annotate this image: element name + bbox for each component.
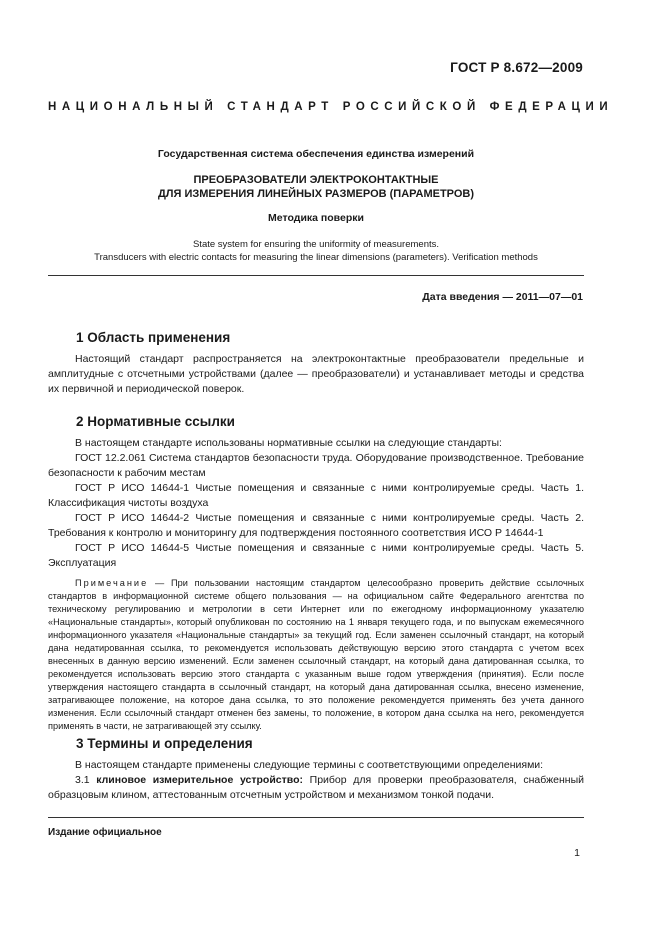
term-name: клиновое измерительное устройство:: [96, 774, 304, 786]
section-1-text: Настоящий стандарт распространяется на электроконтактные преобразователи предельные и амплитудные с отсчетными устройствами (далее — преобразователи) и устанавливает методы и средства их первичной и периодической поверок.: [48, 353, 584, 395]
date-of-introduction: Дата введения — 2011—07—01: [422, 291, 583, 303]
reference-item: ГОСТ 12.2.061 Система стандартов безопасности труда. Оборудование производственное. Требование безопасности к рабочим местам: [48, 452, 584, 479]
section-3-heading: 3 Термины и определения: [76, 736, 253, 751]
english-title-line-2: Transducers with electric contacts for measuring the linear dimensions (parameters). Verification methods: [94, 252, 538, 263]
section-2-intro: В настоящем стандарте использованы нормативные ссылки на следующие стандарты:: [75, 437, 502, 449]
note-text: — При пользовании настоящим стандартом целесообразно проверить действие ссылочных стандартов в информационной системе общего пользования — на официальном сайте Федерального агентства по техническому регулированию и метрологии в сети Интернет или по ежегодному информационному указателю «Национальные стандарты», который опубликован по состоянию на 1 января текущего года, и по выпускам ежемесячного информационного указателя «Национальные стандарты» за текущий год. Если заменен ссылочный стандарт, на который дана недатированная ссылка, то рекомендуется использовать действующую версию этого стандарта с учетом всех внесенных в данную версию изменений. Если заменен ссылочный стандарт, на который дана датированная ссылка, то рекомендуется использовать версию этого стандарта с указанным выше годом утверждения (принятия). Если после утверждения настоящего стандарта в ссылочный стандарт, на который дана датированная ссылка, внесено изменение, затрагивающее положение, на которое дана ссылка, то это положение рекомендуется применять без учета данного изменения. Если ссылочный стандарт отменен без замены, то положение, в котором дана ссылка на него, рекомендуется применять в части, не затрагивающей эту ссылку.: [48, 578, 584, 731]
official-edition-label: Издание официальное: [48, 827, 162, 838]
section-2-heading: 2 Нормативные ссылки: [76, 414, 235, 429]
document-code: ГОСТ Р 8.672—2009: [450, 60, 583, 75]
top-divider: [48, 275, 584, 276]
document-subtitle: Методика поверки: [268, 212, 364, 224]
english-title-line-1: State system for ensuring the uniformity of measurements.: [192, 239, 440, 250]
term-definition-text: Прибор для проверки преобразователя, снабженный образцовым клином, аттестованным отсчетным устройством и механизмом тонкой подачи.: [48, 774, 585, 801]
national-standard-heading: НАЦИОНАЛЬНЫЙ СТАНДАРТ РОССИЙСКОЙ ФЕДЕРАЦИИ: [48, 101, 614, 113]
section-3-intro: В настоящем стандарте применены следующие термины с соответствующими определениями:: [75, 759, 544, 771]
reference-item: ГОСТ Р ИСО 14644-2 Чистые помещения и связанные с ними контролируемые среды. Часть 2. Требования к контролю и мониторингу для подтверждения постоянного соответствия ИСО Р 14644-1: [48, 512, 584, 539]
document-title-line-2: ДЛЯ ИЗМЕРЕНИЯ ЛИНЕЙНЫХ РАЗМЕРОВ (ПАРАМЕТРОВ): [157, 188, 475, 200]
note-paragraph: [48, 577, 584, 733]
system-title: Государственная система обеспечения единства измерений: [157, 148, 475, 160]
term-number: 3.1: [75, 774, 97, 786]
bottom-divider: [48, 817, 584, 818]
term-definition: [48, 773, 584, 803]
document-title-line-1: ПРЕОБРАЗОВАТЕЛИ ЭЛЕКТРОКОНТАКТНЫЕ: [193, 174, 439, 186]
reference-item: ГОСТ Р ИСО 14644-5 Чистые помещения и связанные с ними контролируемые среды. Часть 5. Эксплуатация: [48, 542, 584, 569]
page-number: 1: [574, 847, 580, 859]
section-1-heading: 1 Область применения: [76, 330, 231, 345]
note-label: Примечание: [75, 578, 149, 588]
reference-item: ГОСТ Р ИСО 14644-1 Чистые помещения и связанные с ними контролируемые среды. Часть 1. Классификация чистоты воздуха: [48, 482, 584, 509]
